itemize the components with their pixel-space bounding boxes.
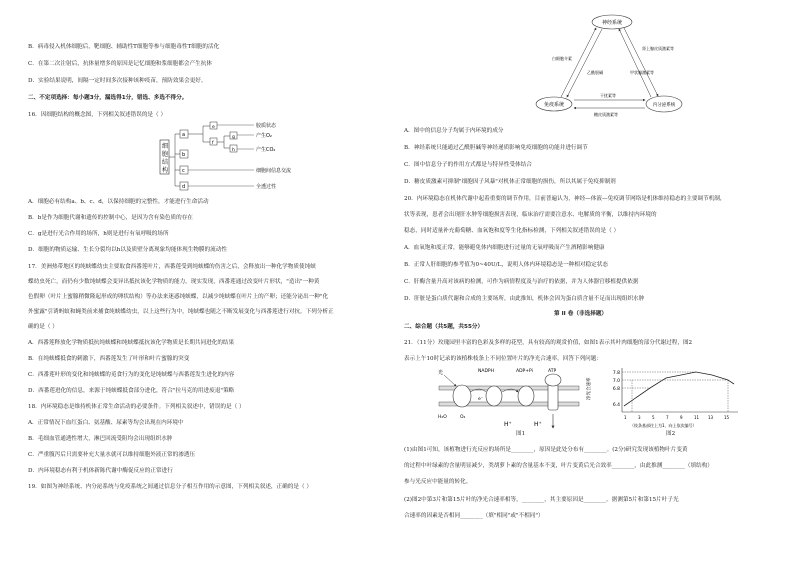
q15-option-b: B．病毒侵入机体细胞后，靶细胞、辅助性T细胞等参与细胞毒性T细胞的活化 [28,44,220,50]
section-2-title: 二、不定项选择：每小题3分，漏选得1分，错选、多选不得分。 [28,95,188,101]
fig2-caption: 图2 [666,431,676,437]
q20-text: 20．内环境稳态在机体代谢中起着重要的调节作用，目前普遍认为，神经—体液—免疫调节网络是机体维持稳态的主要调节机制， [404,196,726,202]
fig2-ytick: 7.8 [612,371,620,376]
part-2-title: 第 II 卷（非选择题） [554,311,608,317]
q16-option-b: B．b是作为细胞代谢和遗传的控制中心，是因为含有染色质的存在 [28,215,193,221]
q21-figure-2-chart [587,366,742,432]
q16-box-label: h [232,148,235,153]
label-adrenal: 肾上腺皮质激素等 [642,46,674,51]
q18-option-a: A．正常情况下血红蛋白、氨基酸、尿素等均会出现在内环境中 [28,420,184,426]
fig1-label-proton: H⁺ [534,421,542,428]
q16-note: 产生CO₂ [256,147,276,153]
q21-text: 21．（11分）玫瑰园里丰富的色彩及多样的花型，具有较高的观赏价值，如图1表示其叶肉细胞的部分代谢过程，图2 [404,340,693,346]
fig2-xtick: 7 [666,415,669,420]
q15-option-d: D．实验结果说明，间隔一定时间多次接种该种疫苗，预防效果会更好。 [28,78,207,84]
q20-text: 状等表现，患者会出现肝水肿等细胞损害表现，临床治疗需要注意水、电解质的平衡，以维持内环境的 [404,212,657,218]
q21-part1: (1)由图1可知，该植物进行光反应的场所是________，原因是此处分布有________。(2分)研究发现该植物叶片变黄 [404,447,688,453]
q19-stem: 19．如图为神经系统、内分泌系统与免疫系统之间通过信息分子相互作用的示意图，下列相关叙述，正确的是（ ） [28,484,313,490]
fig2-xtick: 1 [624,415,627,420]
q16-root-char: 胞 [162,151,169,158]
q18-option-d: D．内环境稳态有利于机体新陈代谢中酶促反应的正常进行 [28,468,173,474]
fig2-xtick: 15 [724,415,730,420]
q17-option-c: C．西番莲叶形的变化和纯蛱蝶的觅食行为的变化是纯蛱蝶与西番莲发生进化的内容 [28,372,235,378]
fig2-xtick: 3 [638,415,641,420]
fig2-xtick: 13 [708,415,714,420]
fig2-xtick: 5 [652,415,655,420]
fig1-caption: 图1 [516,431,526,437]
q17-text: 色假卵（叶片上蜜腺稍微隆起形成的卵状结构）等办法来迷惑纯蛱蝶，以减少纯蛱蝶在叶片上的产卵；还能分泌出一种"化 [28,294,329,300]
q16-option-c: C．g是进行光合作用的场所，h则是进行有氧呼吸的场所 [28,231,169,237]
fig1-label-adp: ADP+Pi [516,369,533,374]
fig2-ytick: 7.0 [612,379,620,384]
q17-option-b: B．在纯蛱蝶抵食的刺激下，西番莲发生了叶形和叶片蜜腺的突变 [28,356,190,362]
fig1-label-water: H₂O [438,415,447,420]
q17-text: 确的是（ ） [28,324,58,330]
q16-concept-diagram [158,122,328,197]
q16-option-a: A．细胞必有结构a、b、c、d，以保持细胞的完整性，才能进行生命活动 [28,199,209,205]
q21-part1: 参与光反应中能量的转化。 [404,479,472,485]
q19-option-d: D．糖皮质激素可抑制"细胞因子风暴"对机体正常细胞的损伤，所以其属于免疫抑制剂 [404,179,616,185]
q16-box-label: a [182,132,186,138]
q17-option-a: A．西番莲释放化学物质抵抗纯蛱蝶和纯蛱蝶抵抗该化学物质是长期共同进化的结果 [28,340,235,346]
q21-figure-1 [434,366,584,432]
q17-text: 17．美洲热带地区的纯蛱蝶幼虫主要取食西番莲叶片，西番莲受到纯蛱蝶的伤害之后，会释放出一种化学物质使纯蛱 [28,264,316,270]
q20-option-b: B．正常人肝细胞的参考值为0~40U/L，说明人体内环境稳态是一种相对稳定状态 [404,262,608,268]
node-nervous-system: 神经系统 [601,20,623,26]
q16-root-char: 结 [162,159,169,166]
q20-option-d: D．肝脏是蛋白质代谢和合成的主要场所，由此推知，机体会因为蛋白质含量不足而出现组织水肿 [404,296,645,302]
q17-option-d: D．西番莲进化的信息，来源于纯蛱蝶抵食部分进化，符合"拉马克的用进废退"策略 [28,388,235,394]
label-il: 白细胞介素 [552,56,572,61]
q17-text: 蝶幼虫死亡，而仍有少数纯蛱蝶会变异出抵抗该化学物质的能力，现实发现，西番莲通过改变叶片形状，"造出"一种黄 [28,279,320,285]
fig1-label-oxygen: O₂ [460,415,466,420]
q16-note: 全透过性 [256,184,277,190]
q16-note: 胶质状态 [256,123,277,129]
q16-box-label: f [212,141,214,146]
q16-stem: 16．因细胞结构的概念图，下列相关叙述错误的是（ ） [28,112,167,118]
fig2-ytick: 6.4 [612,403,620,408]
q21-part2: (2)图2中第3片和第15片叶的净光合速率相等，________，其主要原因是________。据测第5片和第15片叶子光 [404,497,679,503]
fig1-label-nadph: NADPH [478,369,495,374]
fig1-label-proton: H⁺ [504,421,512,428]
label-interferon: 干扰素等 [600,93,616,98]
label-ach: 乙酰胆碱 [587,70,603,75]
q16-box-label: e [212,125,215,130]
fig2-xtick: 9 [680,415,683,420]
q18-stem: 18．内环境稳态是维持机体正常生命活动的必要条件。下列相关叙述中，错误的是（ ） [28,404,245,410]
q16-root-char: 构 [162,167,169,174]
q15-option-c: C．在第二次注射后，抗体量增多的原因是记忆细胞和浆细胞都会产生抗体 [28,61,212,67]
node-immune-system: 免疫系统 [543,102,565,108]
q21-part2: 合速率的因素是否相同________（填"相同"或"不相同"） [404,513,544,519]
fig1-label-light: 光 [438,370,444,376]
label-glucocorticoid: 糖皮质激素等 [594,112,618,117]
q16-note: 产生O₂ [256,133,272,139]
q16-option-d: D．细胞的物质运输、生长分裂均以h以及质壁分离现象均能体现生物膜的流动性 [28,247,227,253]
fig1-label-electron: e⁻ [478,397,484,402]
section-3-title: 二、综合题（共5题，共55分） [404,324,484,330]
q16-box-label: g [232,135,235,140]
fig2-xtick: 11 [694,415,700,420]
fig2-ylabel: 净光合速率 [587,377,592,400]
q18-option-b: B．毛细血管通透性增大，淋巴回流受阻均会出现组织水肿 [28,436,173,442]
q19-option-a: A．图中的信息分子均属于内环境的成分 [404,128,504,134]
q18-option-c: C．严重腹泻后只需要补充大量水就可以维持细胞外液正常的渗透压 [28,452,196,458]
q20-option-c: C．肝酶含量升高对该病的检测，可作为病情程度及与治疗的依据，并为人体器官移植提供依据 [404,279,639,285]
q16-root-char: 细 [162,143,169,150]
q16-note: 细胞间信息交流 [256,168,292,174]
q19-option-c: C．图中信息分子的作用方式都是与特异性受体结合 [404,162,532,168]
q16-box-label: c [182,168,185,174]
q17-text: 外蜜露"引诱蚂蚁和蝇类前来捕食纯蛱蝶幼虫，以上这些行为中，纯蛱蝶也随之不断发展变化与西番莲进行对抗。下列分析正 [28,309,334,315]
q16-box-label: b [182,152,186,158]
q16-box-label: d [182,184,186,190]
q21-part1: 的过程中叶绿素的含量明显减少，类胡萝卜素的含量基本不变，叶片变黄后光合效率________，由此推测________（填结构） [404,463,713,469]
fig2-xlabel: （枝条基部往上为1，向上依次编号） [630,423,697,428]
q20-text: 稳态，同时适量补充葡萄糖、血氧饱和度等生化指标检测，下列相关叙述错误的是（ ） [404,228,620,234]
q20-option-a: A．血氧饱和度正常，能够避免体内细胞进行过量的无氧呼吸而产生酒精影响健康 [404,245,605,251]
node-endocrine-system: 内分泌系统 [652,103,676,108]
label-thyroid: 甲状腺激素等 [630,70,654,75]
q19-option-b: B．神经系统只能通过乙酰胆碱等神经递质影响免疫细胞的功能并进行调节 [404,145,588,151]
q21-text: 表示上午10时记录的该植株枝条上不同位置叶片的净光合速率。回答下列问题： [404,356,603,362]
q19-diagram [534,12,684,120]
fig1-label-atp: ATP [548,369,557,374]
fig2-ytick: 6.8 [612,387,620,392]
